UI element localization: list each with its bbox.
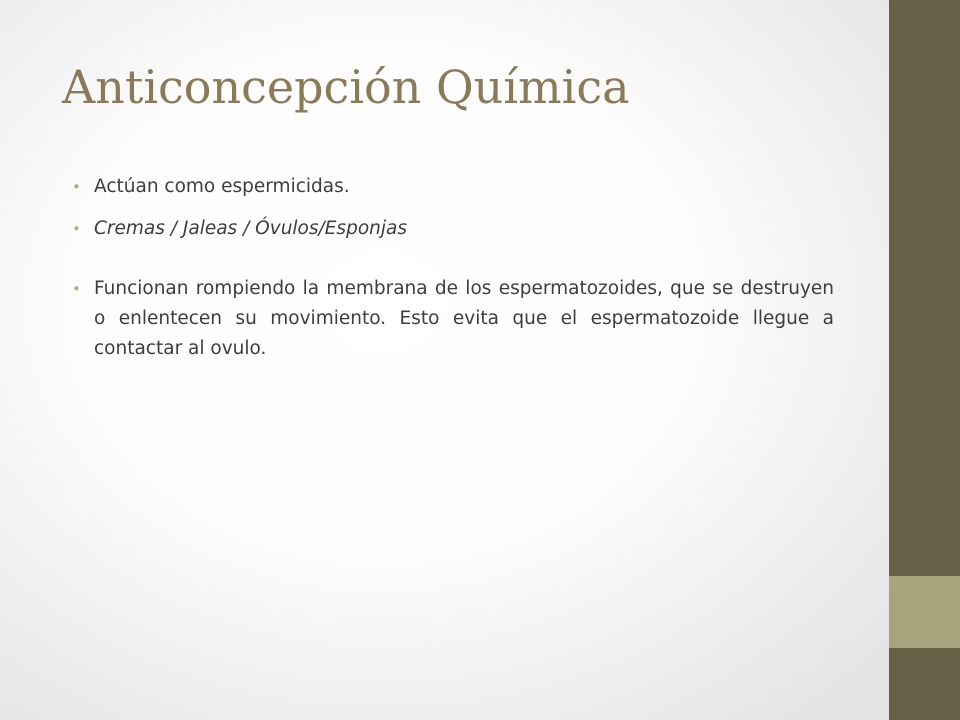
bullet-item-mechanism bbox=[72, 274, 834, 364]
bullet-item-spermicides bbox=[72, 172, 834, 202]
bullet-dot-icon: • bbox=[72, 280, 81, 298]
bullet-text: Cremas / Jaleas / Óvulos/Esponjas bbox=[94, 218, 407, 239]
bullet-text: Funcionan rompiendo la membrana de los espermatozoides, que se destruyen o enlentecen su movimiento. Esto evita que el espermatozoide llegue a contactar al ovulo. bbox=[94, 278, 834, 359]
bullet-item-forms bbox=[72, 214, 834, 244]
slide-title: Anticoncepción Química bbox=[62, 60, 630, 114]
bullet-list bbox=[72, 172, 834, 364]
bullet-dot-icon: • bbox=[72, 178, 81, 196]
bullet-text: Actúan como espermicidas. bbox=[94, 176, 350, 197]
decorative-side-accent bbox=[889, 576, 960, 648]
bullet-dot-icon: • bbox=[72, 220, 81, 238]
